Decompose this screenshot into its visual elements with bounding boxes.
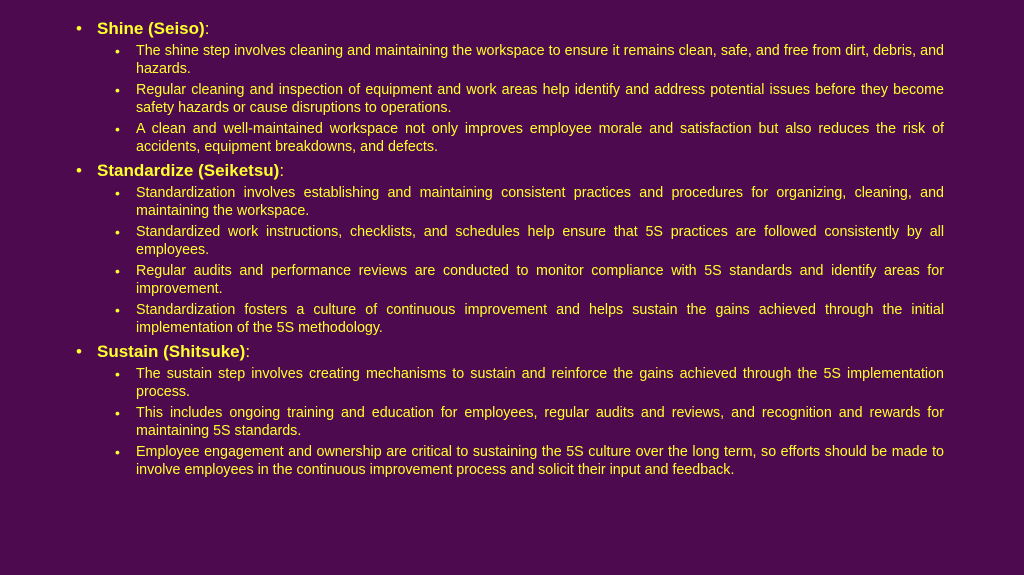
section-heading [76,159,944,183]
list-item [115,120,944,156]
bullet-icon: • [115,185,120,201]
list-item [115,223,944,259]
list-item-text: The shine step involves cleaning and maintaining the workspace to ensure it remains clean, safe, and free from dirt, debris, and hazards. [136,43,944,77]
section-heading [76,17,944,41]
list-item [115,443,944,479]
list-item-text: A clean and well-maintained workspace not only improves employee morale and satisfaction but also reduces the risk of accidents, equipment breakdowns, and defects. [136,121,944,155]
slide-content [76,17,944,482]
bullet-icon: • [115,302,120,318]
list-item-text: Standardization fosters a culture of continuous improvement and helps sustain the gains achieved through the initial implementation of the 5S methodology. [136,302,944,336]
list-item-text: This includes ongoing training and education for employees, regular audits and reviews, and recognition and rewards for maintaining 5S standards. [136,405,944,439]
bullet-icon: • [115,82,120,98]
list-item [115,262,944,298]
list-item [115,42,944,78]
bullet-icon: • [115,263,120,279]
bullet-icon: • [115,121,120,137]
bullet-icon: • [115,43,120,59]
list-item [115,365,944,401]
list-item [115,404,944,440]
bullet-list [76,365,944,479]
bullet-icon: • [115,224,120,240]
section-heading [76,340,944,364]
list-item [115,184,944,220]
section-title: Standardize (Seiketsu) [97,161,280,180]
list-item [115,301,944,337]
list-item-text: The sustain step involves creating mechanisms to sustain and reinforce the gains achieved through the 5S implementation process. [136,366,944,400]
section-title-suffix: : [245,342,251,361]
bullet-list [76,42,944,156]
list-item-text: Standardization involves establishing and maintaining consistent practices and procedures for organizing, cleaning, and maintaining the workspace. [136,185,944,219]
list-item [115,81,944,117]
section-shine [76,17,944,156]
bullet-icon: • [76,161,82,180]
list-item-text: Regular audits and performance reviews are conducted to monitor compliance with 5S standards and identify areas for improvement. [136,263,944,297]
list-item-text: Regular cleaning and inspection of equipment and work areas help identify and address potential issues before they become safety hazards or cause disruptions to operations. [136,82,944,116]
section-title-suffix: : [204,19,210,38]
bullet-icon: • [76,342,82,361]
bullet-icon: • [115,405,120,421]
bullet-icon: • [115,366,120,382]
section-title: Sustain (Shitsuke) [97,342,246,361]
bullet-icon: • [76,19,82,38]
section-sustain [76,340,944,479]
bullet-list [76,184,944,337]
section-title-suffix: : [279,161,285,180]
list-item-text: Employee engagement and ownership are critical to sustaining the 5S culture over the long term, so efforts should be made to involve employees in the continuous improvement process and solicit their input and feedback. [136,444,944,478]
section-standardize [76,159,944,337]
section-title: Shine (Seiso) [97,19,205,38]
list-item-text: Standardized work instructions, checklists, and schedules help ensure that 5S practices are followed consistently by all employees. [136,224,944,258]
bullet-icon: • [115,444,120,460]
